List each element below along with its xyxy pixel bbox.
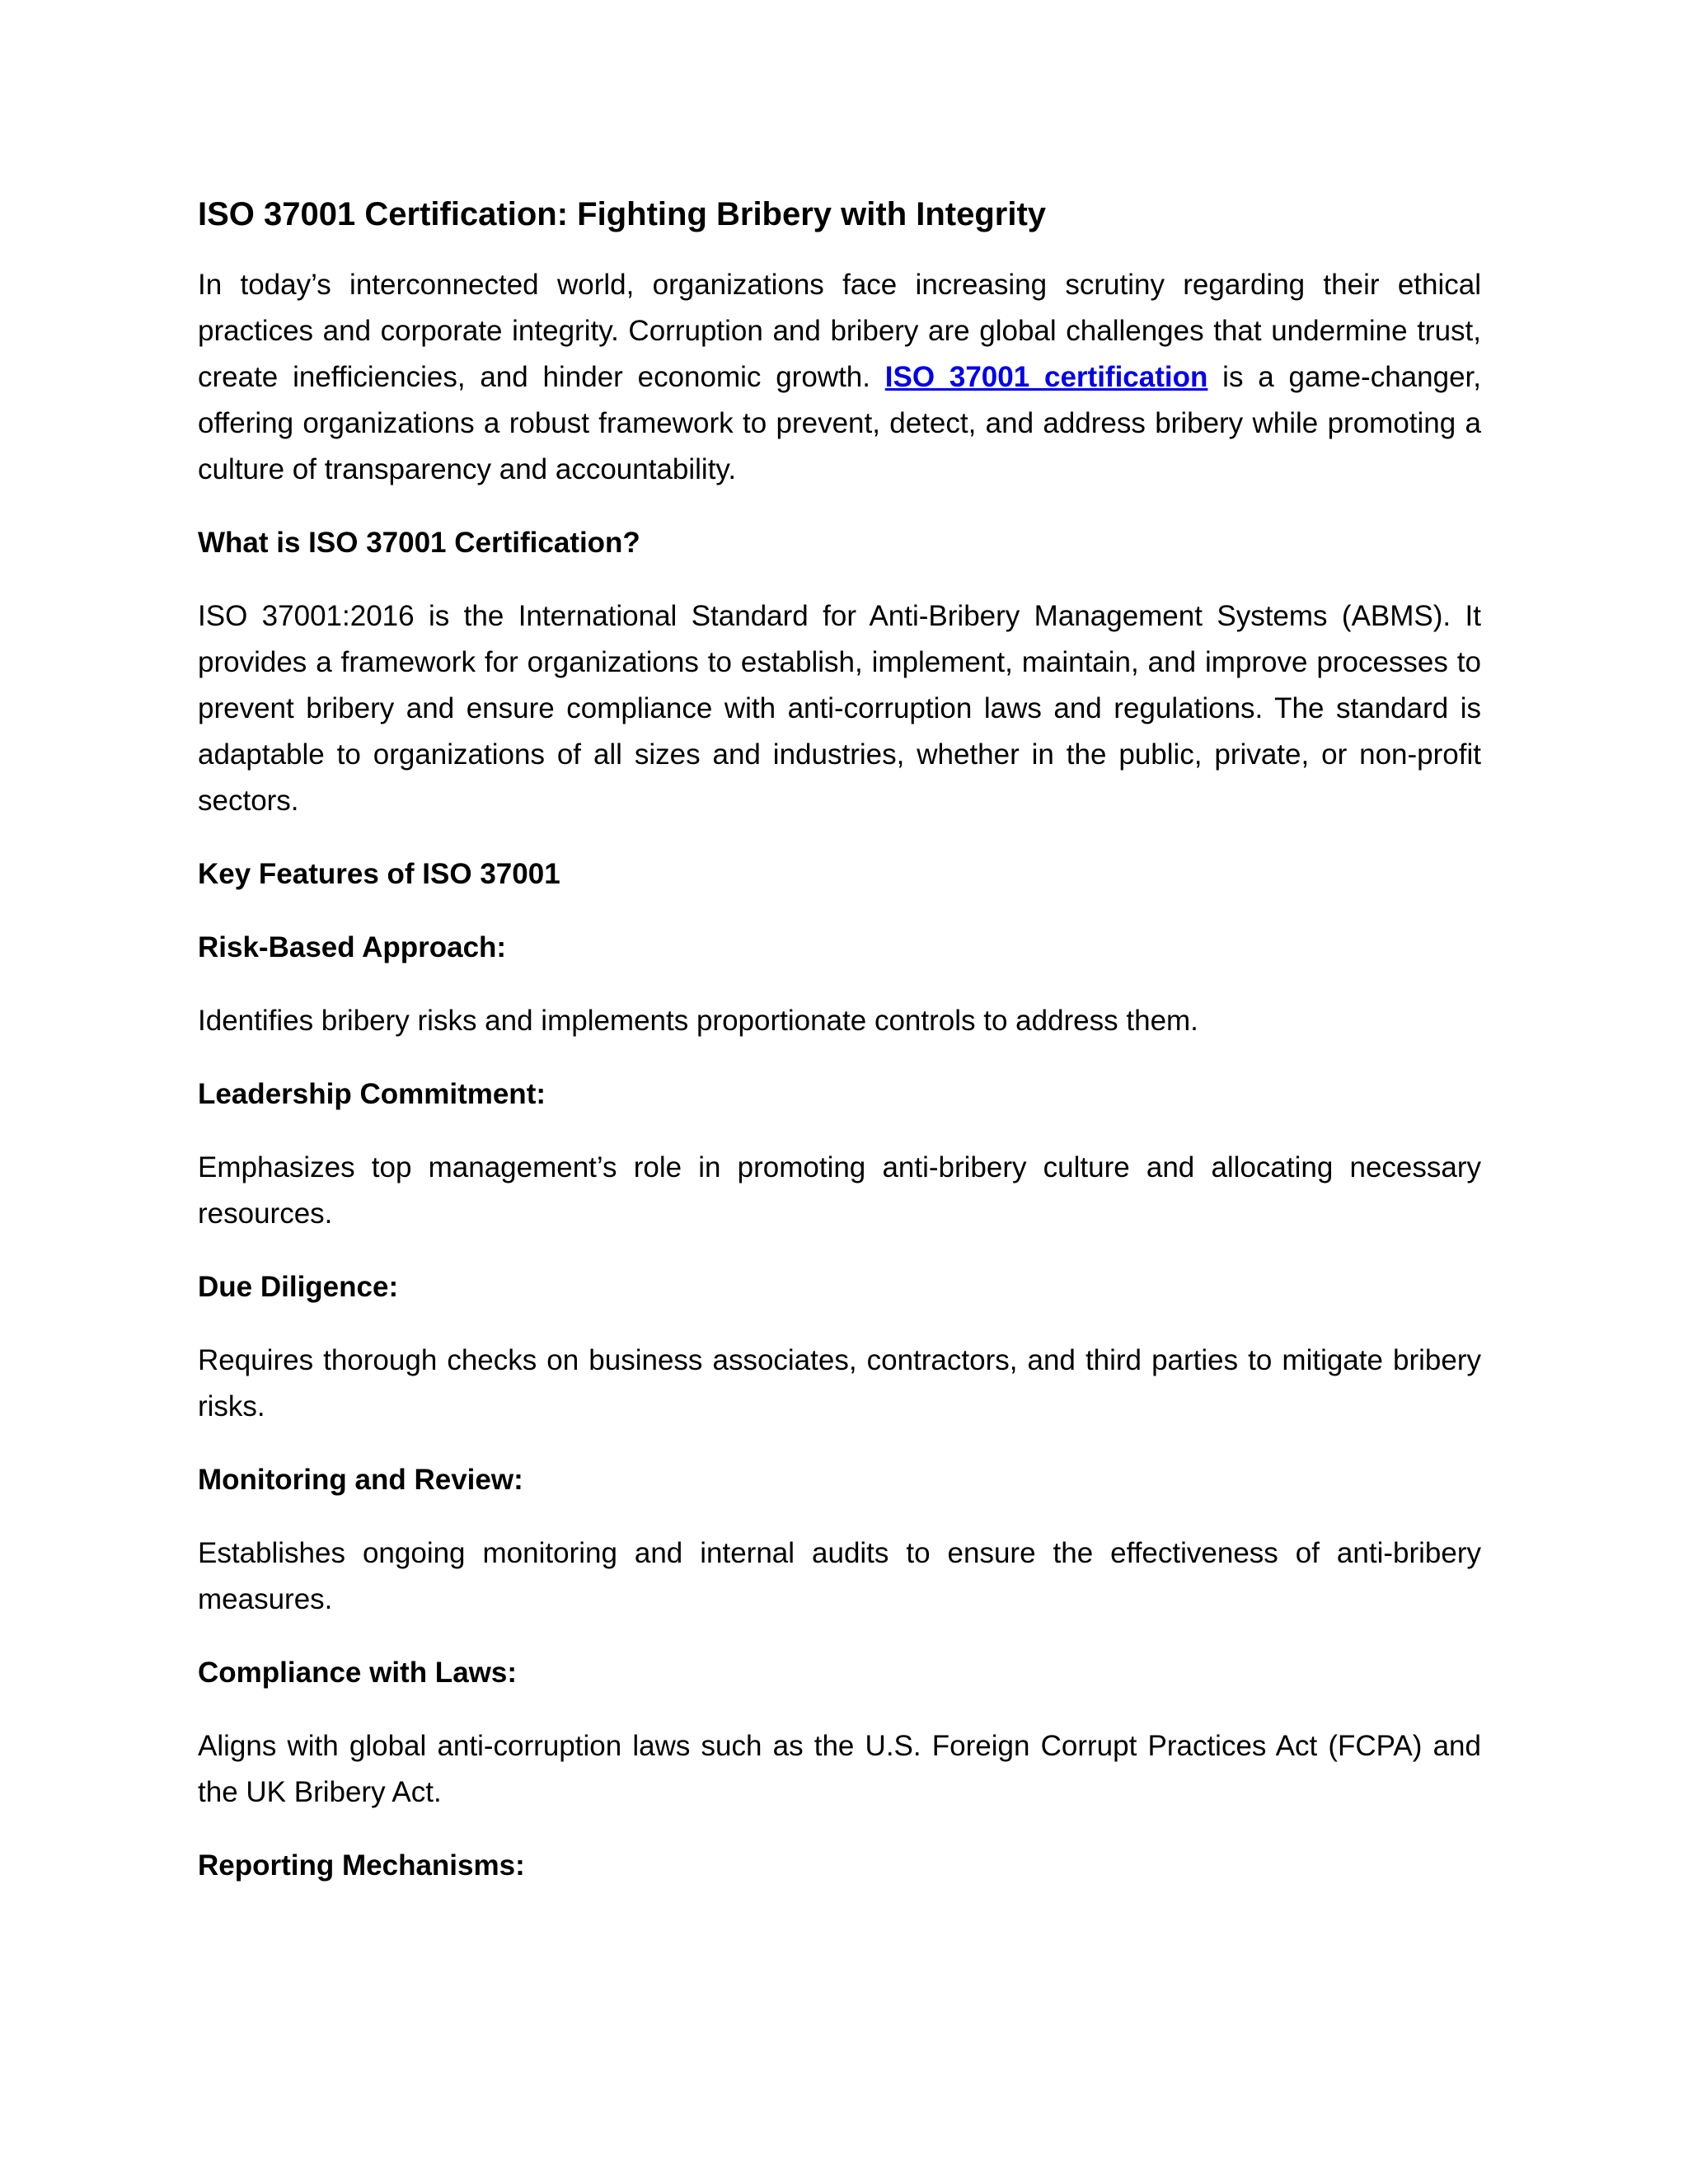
section-heading-key-features: Key Features of ISO 37001 bbox=[198, 858, 560, 890]
iso-certification-link[interactable]: ISO 37001 certification bbox=[884, 361, 1208, 393]
intro-text-after: is a game-changer, offering organizations a robust framework to prevent, detect, and address bribery while promoting a culture of transparency and accountability. bbox=[198, 361, 1481, 485]
intro-text-before: In today’s interconnected world, organizations face increasing scrutiny regarding their ethical practices and corporate integrity. Corruption and bribery are global challenges that undermine trust, create inefficiencies, and hinder economic growth. bbox=[198, 269, 1481, 393]
what-is-paragraph: ISO 37001:2016 is the International Standard for Anti-Bribery Management Systems (ABMS). It provides a framework for organizations to establish, implement, maintain, and improve processes to prevent bribery and ensure compliance with anti-corruption laws and regulations. The standard is adaptable to organizations of all sizes and industries, whether in the public, private, or non-profit sectors. bbox=[198, 600, 1481, 817]
feature-heading-reporting: Reporting Mechanisms: bbox=[198, 1849, 525, 1882]
document-page bbox=[198, 190, 1481, 1889]
feature-body-compliance: Aligns with global anti-corruption laws such as the U.S. Foreign Corrupt Practices Act (FCPA) and the UK Bribery Act. bbox=[198, 1730, 1481, 1808]
feature-heading-compliance: Compliance with Laws: bbox=[198, 1657, 517, 1689]
intro-paragraph bbox=[198, 262, 1481, 493]
feature-body-risk-based: Identifies bribery risks and implements proportionate controls to address them. bbox=[198, 1005, 1198, 1037]
feature-body-due-diligence: Requires thorough checks on business associates, contractors, and third parties to mitigate bribery risks. bbox=[198, 1344, 1481, 1422]
feature-body-leadership: Emphasizes top management’s role in promoting anti-bribery culture and allocating necessary resources. bbox=[198, 1151, 1481, 1230]
feature-heading-risk-based: Risk-Based Approach: bbox=[198, 931, 507, 963]
feature-heading-due-diligence: Due Diligence: bbox=[198, 1271, 399, 1303]
page-title: ISO 37001 Certification: Fighting Bribery with Integrity bbox=[198, 196, 1047, 232]
section-heading-what-is: What is ISO 37001 Certification? bbox=[198, 527, 640, 559]
feature-heading-monitoring: Monitoring and Review: bbox=[198, 1464, 523, 1496]
feature-heading-leadership: Leadership Commitment: bbox=[198, 1078, 546, 1110]
feature-body-monitoring: Establishes ongoing monitoring and internal audits to ensure the effectiveness of anti-bribery measures. bbox=[198, 1537, 1481, 1615]
